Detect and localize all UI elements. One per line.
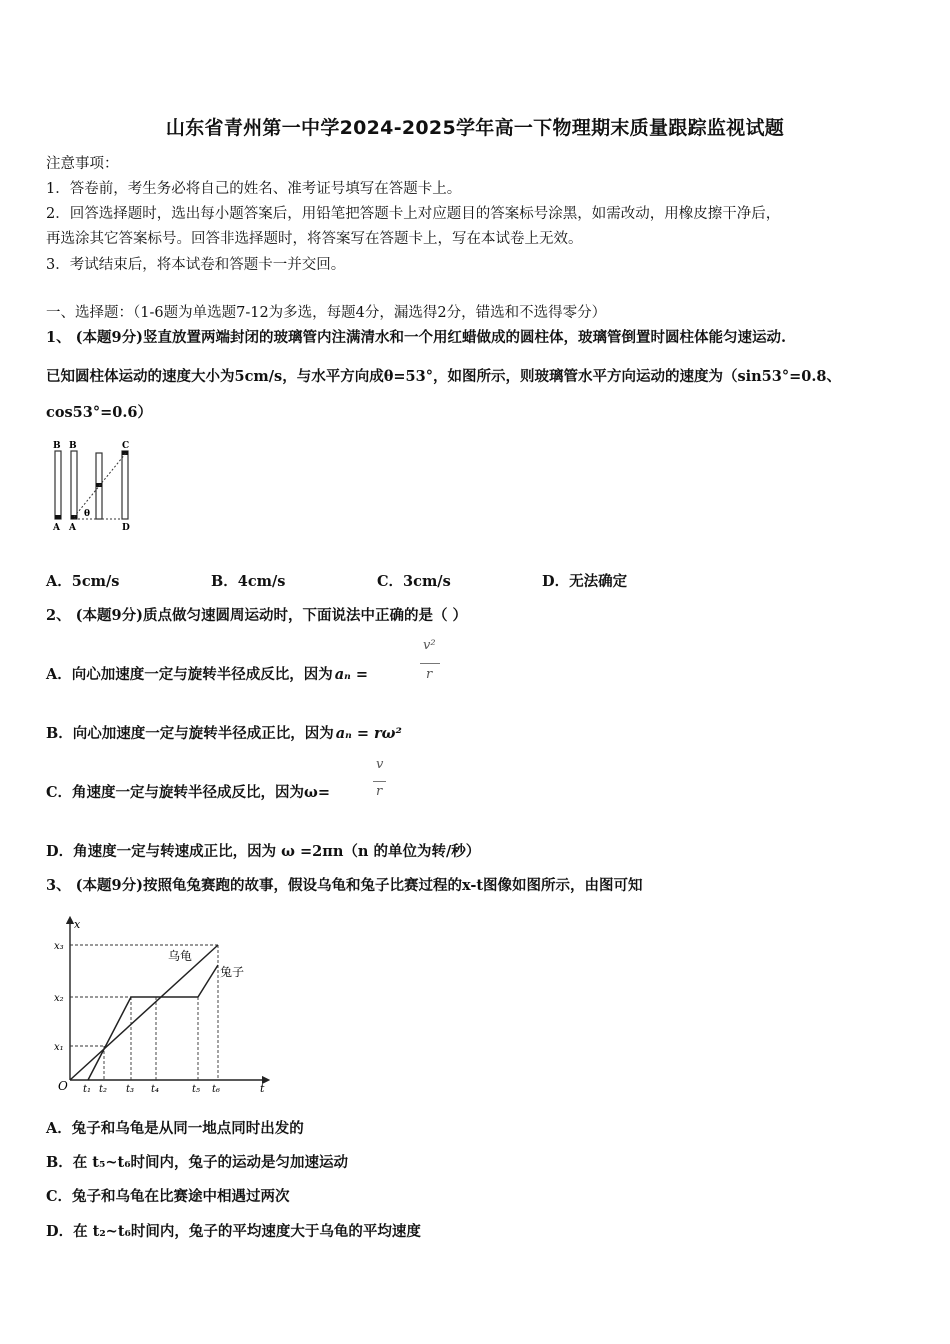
q2-c-numerator: v	[376, 757, 384, 772]
page-title: 山东省青州第一中学2024-2025学年高一下物理期末质量跟踪监视试题	[165, 117, 785, 139]
q1-option-a[interactable]: A．5cm/s	[46, 573, 120, 590]
q2-a-denominator: r	[426, 667, 433, 682]
q1-tube-2	[71, 451, 77, 519]
q3-option-d[interactable]: D．在 t₂~t₆时间内，兔子的平均速度大于乌龟的平均速度	[46, 1223, 421, 1240]
q1-figure	[46, 437, 146, 537]
q3-tick-t1: t₁	[83, 1084, 92, 1095]
q1-label-theta: θ	[84, 509, 91, 519]
q1-label-C: C	[122, 441, 130, 451]
q3-tick-t5: t₅	[192, 1084, 201, 1095]
q2-c-denominator: r	[376, 784, 383, 799]
q2-option-b-formula: aₙ = rω²	[335, 725, 402, 742]
q2-option-a[interactable]	[46, 663, 368, 684]
q2-option-c-text: C．角速度一定与旋转半径成反比，因为ω=	[46, 784, 330, 801]
q3-rabbit-label: 兔子	[220, 965, 245, 979]
q3-tick-t2: t₂	[99, 1084, 108, 1095]
q3-turtle-label: 乌龟	[168, 949, 193, 963]
q2-a-numerator: v²	[423, 638, 436, 653]
q2-c-fraction-bar	[373, 781, 386, 782]
q1-wax-block-1	[55, 515, 61, 519]
q1-stem-line3: cos53°=0.6）	[46, 404, 152, 421]
notice-heading: 注意事项：	[46, 156, 119, 172]
q3-axis-label-x: x	[74, 918, 81, 931]
q1-path-dashed	[74, 453, 126, 517]
q1-label-A1: A	[53, 523, 60, 533]
notice-item-2-cont: 再选涂其它答案标号。回答非选择题时，将答案写在答题卡上，写在本试卷上无效。	[46, 231, 583, 247]
q3-tick-t6: t₆	[212, 1084, 221, 1095]
notice-item-2: 2．回答选择题时，选出每小题答案后，用铅笔把答题卡上对应题目的答案标号涂黑，如需改动，用橡皮擦干净后，	[46, 206, 781, 222]
q3-turtle-line	[70, 945, 218, 1080]
section-heading: 一、选择题：（1-6题为单选题7-12为多选，每题4分，漏选得2分，错选和不选得零分）	[46, 305, 607, 321]
q1-wax-block-3	[96, 483, 102, 487]
q2-option-d[interactable]: D．角速度一定与转速成正比，因为 ω =2πn（n 的单位为转/秒）	[46, 843, 481, 860]
q3-option-c[interactable]: C．兔子和乌龟在比赛途中相遇过两次	[46, 1188, 290, 1205]
q3-tick-x2: x₂	[54, 993, 64, 1004]
q1-label-B2: B	[69, 441, 77, 451]
q2-option-a-text: A．向心加速度一定与旋转半径成反比，因为	[46, 666, 333, 683]
q1-option-b[interactable]: B．4cm/s	[211, 573, 286, 590]
q3-tick-t4: t₄	[151, 1084, 160, 1095]
q1-label-B1: B	[53, 441, 61, 451]
q2-option-a-lhs: aₙ =	[334, 666, 368, 683]
q2-option-b-text: B．向心加速度一定与旋转半径成正比，因为	[46, 725, 334, 742]
q3-tick-x3: x₃	[54, 941, 64, 952]
q3-tick-x1: x₁	[54, 1042, 64, 1053]
q3-rabbit-line	[88, 965, 218, 1080]
q1-tube-4	[122, 451, 128, 519]
q2-option-c[interactable]	[46, 781, 330, 802]
q2-stem: 2、 (本题9分)质点做匀速圆周运动时，下面说法中正确的是（ ）	[46, 607, 467, 624]
q2-option-b[interactable]	[46, 722, 402, 743]
q1-option-d[interactable]: D．无法确定	[542, 573, 628, 590]
q3-axis-label-t: t	[260, 1082, 265, 1095]
q1-label-A2: A	[69, 523, 76, 533]
q1-stem-line1: 1、 (本题9分)竖直放置两端封闭的玻璃管内注满清水和一个用红蜡做成的圆柱体，玻璃管倒置时圆柱体能匀速运动.	[46, 329, 786, 346]
q3-tick-t3: t₃	[126, 1084, 135, 1095]
q3-origin-label: O	[58, 1079, 68, 1093]
q1-tube-1	[55, 451, 61, 519]
q2-a-fraction-bar	[420, 663, 440, 664]
q1-label-D: D	[122, 523, 130, 533]
notice-item-3: 3．考试结束后，将本试卷和答题卡一并交回。	[46, 257, 346, 273]
notice-item-1: 1．答卷前，考生务必将自己的姓名、准考证号填写在答题卡上。	[46, 181, 462, 197]
q3-xt-graph	[46, 910, 286, 1100]
q1-option-c[interactable]: C．3cm/s	[377, 573, 451, 590]
q3-option-a[interactable]: A．兔子和乌龟是从同一地点同时出发的	[46, 1120, 304, 1137]
q3-stem: 3、 (本题9分)按照龟兔赛跑的故事，假设乌龟和兔子比赛过程的x-t图像如图所示，由图可知	[46, 877, 643, 894]
q3-option-b[interactable]: B．在 t₅~t₆时间内，兔子的运动是匀加速运动	[46, 1154, 349, 1171]
q1-stem-line2: 已知圆柱体运动的速度大小为5cm/s，与水平方向成θ=53°，如图所示，则玻璃管水平方向运动的速度为（sin53°=0.8、	[46, 368, 841, 385]
